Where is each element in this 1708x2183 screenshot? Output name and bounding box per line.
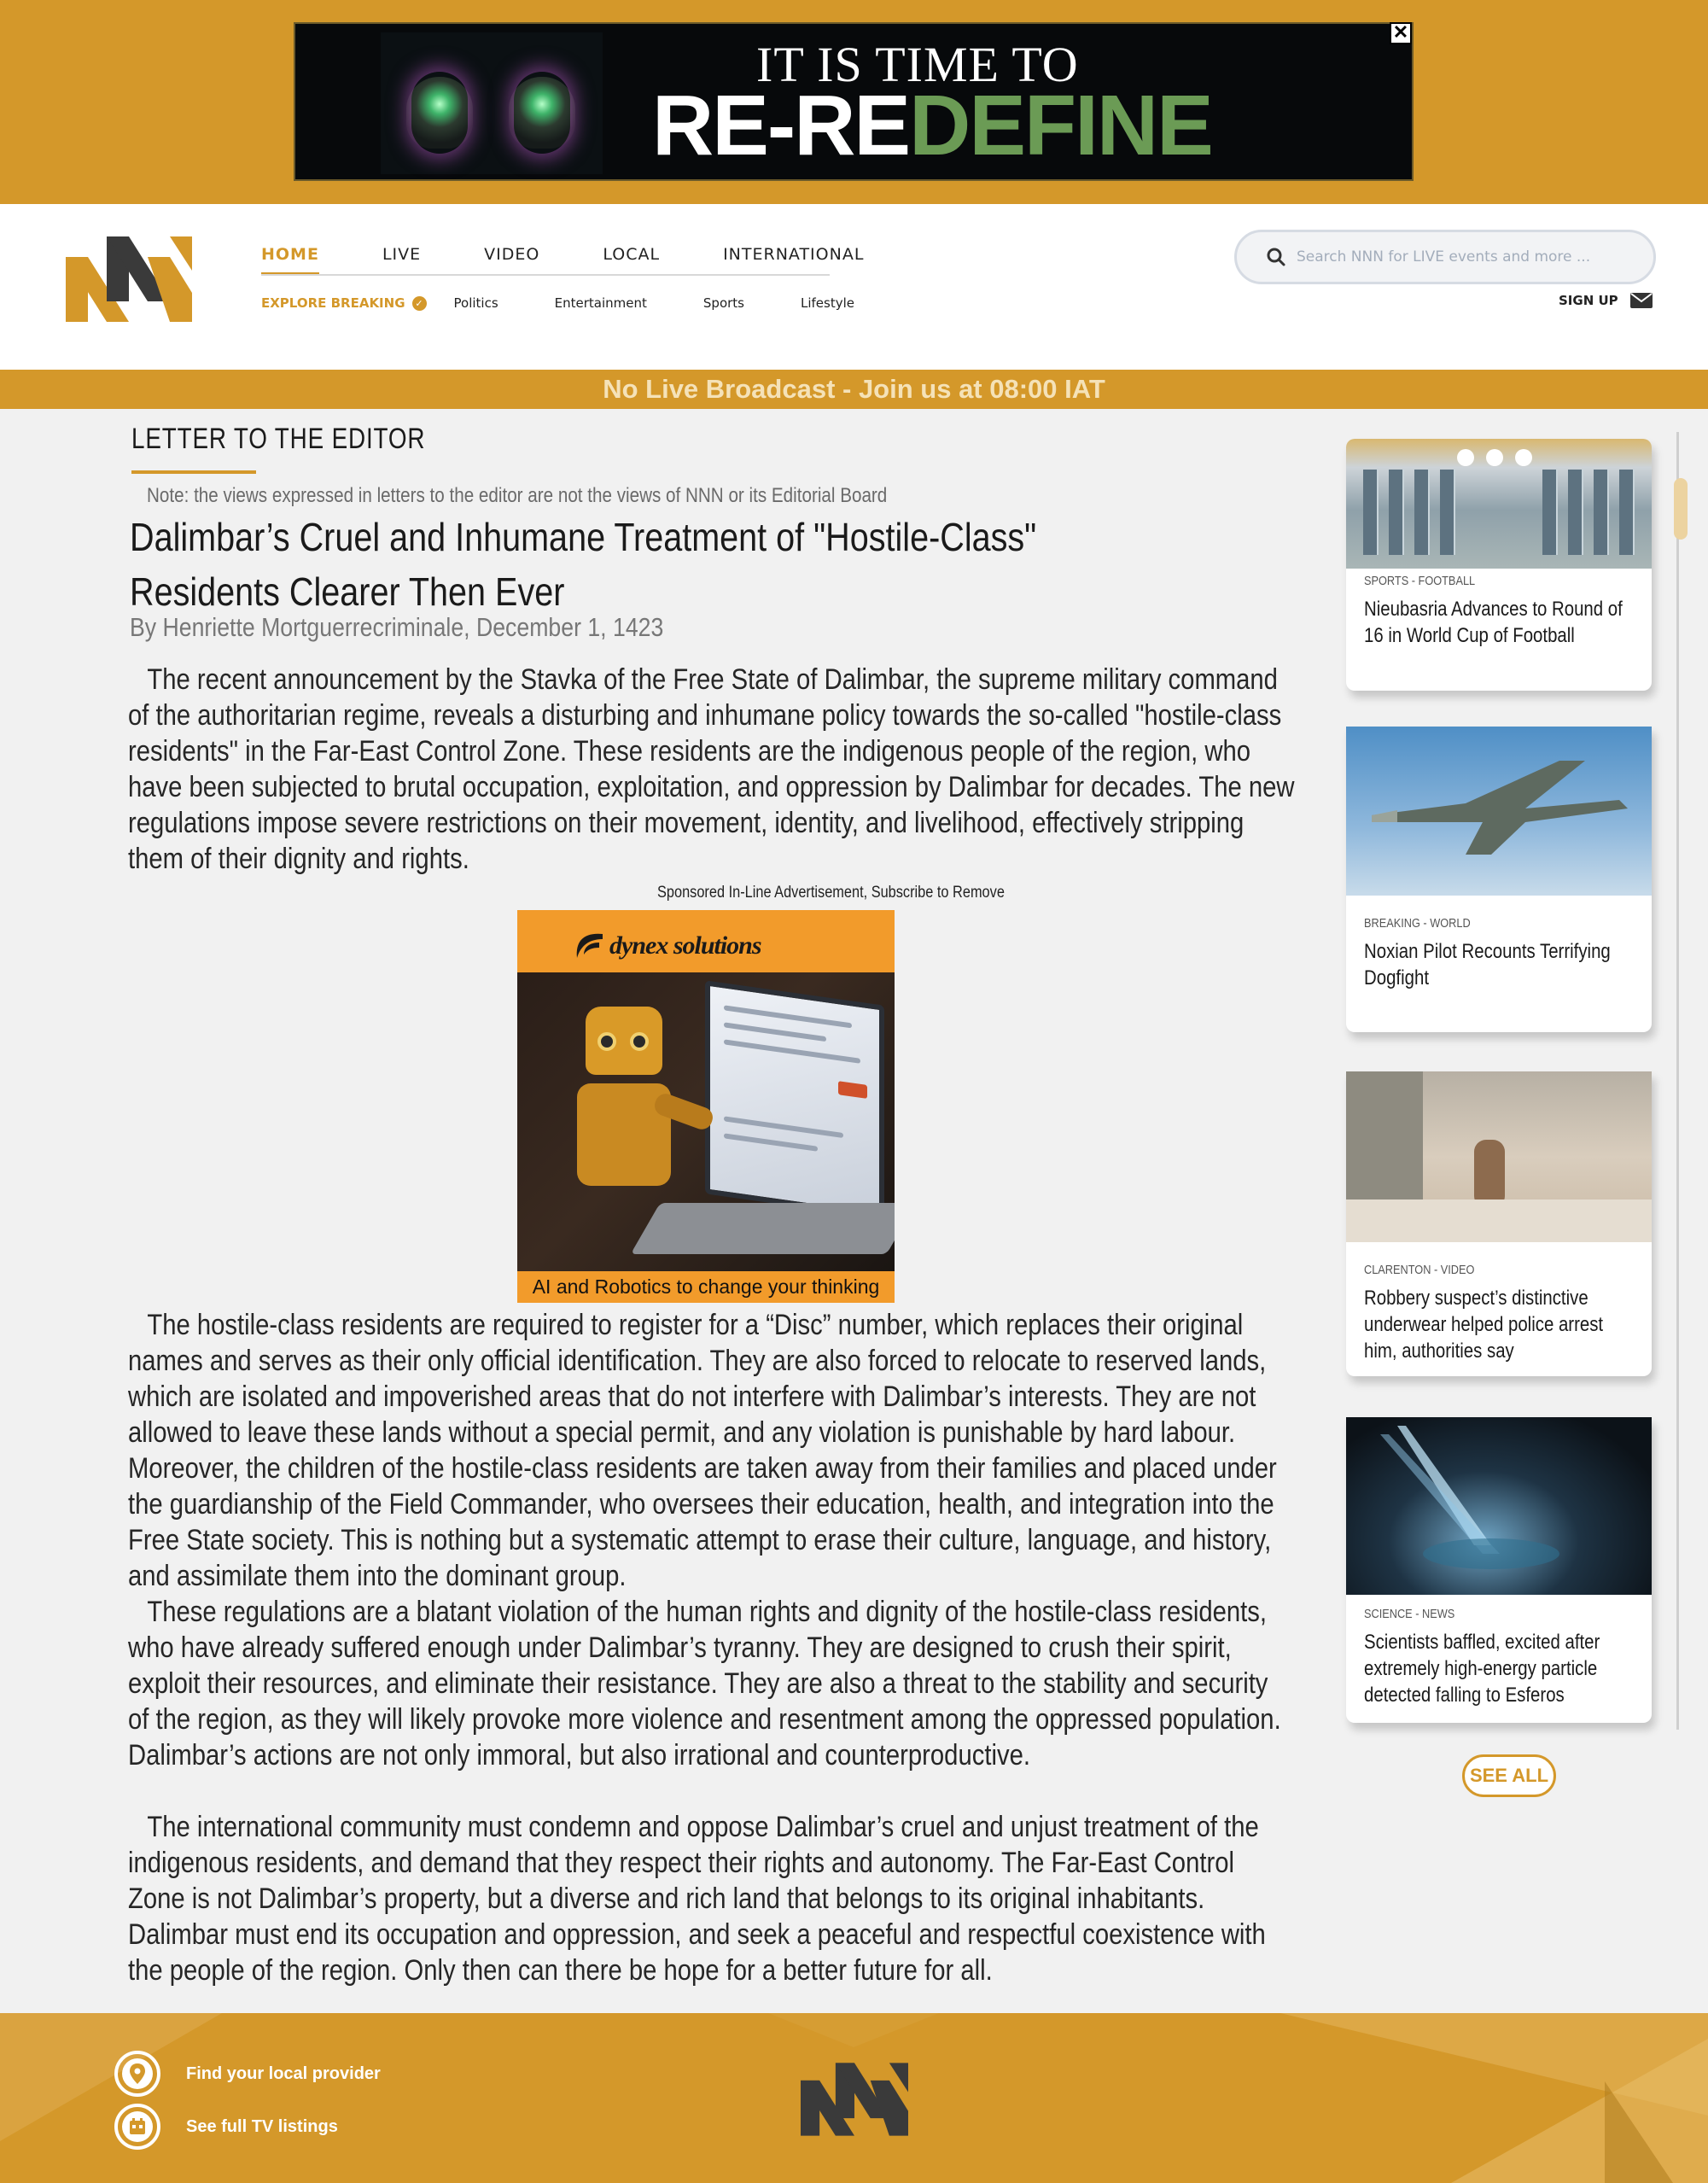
subnav-sports[interactable]: Sports <box>702 295 744 311</box>
robot-laptop-image <box>517 972 895 1271</box>
subnav-lifestyle[interactable]: Lifestyle <box>801 295 855 311</box>
top-banner-ad[interactable] <box>294 22 1414 181</box>
banner-headline-part-a: RE-RE <box>652 78 910 173</box>
banner-headline-part-b: DEFINE <box>909 78 1212 173</box>
article-paragraph: The hostile-class residents are required to register for a “Disc” number, which replaces their original names and serves as their only official identification. They are also forced to relocate to reserved lands, which are isolated and impoverished areas that do not interfere with Dalimbar’s interests. They are not allowed to leave these lands without a special permit, and any violation is punishable by hard labour. Moreover, the children of the hostile-class residents are taken away from their families and placed under the guardianship of the Field Commander, who oversees their education, health, and integration into the Free State society. This is nothing but a systematic attempt to erase their culture, language, and history, and assimilate them into the dominant group. <box>128 1309 1277 1592</box>
subnav-politics[interactable]: Politics <box>453 295 498 311</box>
nav-divider <box>261 274 830 276</box>
robot-head <box>586 1007 662 1075</box>
robot-eye-right <box>509 77 575 149</box>
article-byline: By Henriette Mortguerrecriminale, December 1, 1423 <box>130 612 664 642</box>
nav-local[interactable]: LOCAL <box>603 245 661 264</box>
carousel-dot[interactable] <box>1515 449 1532 466</box>
robot-eye-left <box>406 77 473 149</box>
laptop-keyboard <box>631 1203 895 1254</box>
site-footer <box>0 2013 1708 2183</box>
live-broadcast-strip: No Live Broadcast - Join us at 08:00 IAT <box>0 370 1708 409</box>
story-title[interactable]: Noxian Pilot Recounts Terrifying Dogfight <box>1364 940 1611 989</box>
carousel-dot[interactable] <box>1486 449 1503 466</box>
mail-icon <box>1630 293 1653 308</box>
story-category: SCIENCE - NEWS <box>1364 1607 1455 1621</box>
top-ad-band <box>0 0 1708 204</box>
story-title[interactable]: Scientists baffled, excited after extremely high-energy particle detected falling to Esferos <box>1364 1631 1600 1707</box>
explore-breaking-dropdown[interactable] <box>261 295 427 311</box>
fighter-jet-icon <box>1346 727 1652 896</box>
sub-nav <box>261 295 911 311</box>
chevron-down-icon: ✓ <box>412 296 427 311</box>
site-header <box>0 204 1708 370</box>
laptop-screen <box>705 980 884 1219</box>
section-rule <box>131 470 256 474</box>
particle-beam-image <box>1346 1417 1652 1595</box>
inline-ad-caption: AI and Robotics to change your thinking <box>532 1275 880 1298</box>
subnav-entertainment[interactable]: Entertainment <box>554 295 647 311</box>
banner-robot-image <box>381 32 603 174</box>
editorial-disclaimer: Note: the views expressed in letters to the editor are not the views of NNN or its Editorial Board <box>147 484 888 507</box>
tv-listings-link[interactable] <box>114 2104 338 2150</box>
story-card[interactable] <box>1346 1417 1652 1723</box>
nnn-logo[interactable] <box>66 236 192 322</box>
calendar-icon <box>114 2104 160 2150</box>
article-paragraph: The international community must condemn and oppose Dalimbar’s cruel and unjust treatment of the indigenous residents, and demand that they respect their rights and autonomy. The Far-East Control Zone is not Dalimbar’s property, but a diverse and rich land that belongs to its original inhabitants. Dalimbar must end its occupation and oppression, and seek a peaceful and respectful coexistence with the people of the region. Only then can there be hope for a better future for all. <box>128 1811 1266 1987</box>
inline-advertisement[interactable] <box>517 910 895 1303</box>
find-local-provider-label: Find your local provider <box>186 2063 381 2083</box>
article-paragraph: These regulations are a blatant violation of the human rights and dignity of the hostile-class residents, who have already suffered enough under Dalimbar’s tyranny. They are designed to crush their spirit, exploit their resources, and eliminate their resistance. They are also a threat to the stability and security of the region, as they will likely provoke more violence and resentment among the oppressed population. Dalimbar’s actions are not only immoral, but also irrational and counterproductive. <box>128 1596 1281 1771</box>
main-nav <box>261 245 927 276</box>
story-category: CLARENTON - VIDEO <box>1364 1263 1475 1277</box>
story-title[interactable]: Nieubasria Advances to Round of 16 in World Cup of Football <box>1364 598 1623 647</box>
see-all-button[interactable]: SEE ALL <box>1462 1754 1556 1797</box>
section-label: LETTER TO THE EDITOR <box>131 423 426 455</box>
nav-live[interactable]: LIVE <box>382 245 422 264</box>
nav-video[interactable]: VIDEO <box>484 245 540 264</box>
location-pin-icon <box>114 2051 160 2097</box>
footer-nnn-logo[interactable] <box>801 2063 908 2136</box>
nav-international[interactable]: INTERNATIONAL <box>723 245 865 264</box>
story-title[interactable]: Robbery suspect’s distinctive underwear helped police arrest him, authorities say <box>1364 1287 1604 1363</box>
nav-home[interactable]: HOME <box>261 245 319 276</box>
shopping-mall-image <box>1346 1071 1652 1242</box>
particle-beam-icon <box>1346 1417 1652 1595</box>
carousel-dots[interactable] <box>1457 449 1544 466</box>
dynex-swoosh-icon <box>572 929 606 963</box>
story-card[interactable] <box>1346 1071 1652 1376</box>
inline-ad-label: Sponsored In-Line Advertisement, Subscribe to Remove <box>657 884 1005 902</box>
tv-listings-label: See full TV listings <box>186 2116 338 2136</box>
story-card[interactable] <box>1346 439 1652 691</box>
sign-up-button[interactable] <box>1559 293 1653 308</box>
article-paragraph: The recent announcement by the Stavka of the Free State of Dalimbar, the supreme military command of the authoritarian regime, reveals a disturbing and inhumane policy towards the so-called "hostile-class residents" in the Far-East Control Zone. These residents are the indigenous people of the region, who have been subjected to brutal occupation, exploitation, and oppression by Dalimbar for decades. The new regulations impose severe restrictions on their movement, identity, and livelihood, effectively stripping them of their dignity and rights. <box>128 663 1295 875</box>
story-card[interactable] <box>1346 727 1652 1032</box>
search-input[interactable] <box>1297 248 1638 266</box>
close-ad-button[interactable]: ✕ <box>1390 22 1412 44</box>
search-bar[interactable] <box>1234 230 1656 284</box>
story-category: BREAKING - WORLD <box>1364 916 1471 931</box>
find-local-provider-link[interactable] <box>114 2051 381 2097</box>
article-headline: Dalimbar’s Cruel and Inhumane Treatment of "Hostile-Class" Residents Clearer Then Ever <box>130 515 1037 614</box>
search-icon <box>1259 240 1293 274</box>
carousel-dot[interactable] <box>1457 449 1474 466</box>
story-category: SPORTS - FOOTBALL <box>1364 574 1476 588</box>
dynex-brand-name: dynex solutions <box>609 931 761 960</box>
dynex-logo <box>572 929 761 963</box>
sign-up-label: SIGN UP <box>1559 293 1618 308</box>
sidebar-scrollbar[interactable] <box>1676 432 1679 1730</box>
explore-breaking-label: EXPLORE BREAKING <box>261 295 405 311</box>
fighter-jet-image <box>1346 727 1652 896</box>
banner-headline-line2 <box>652 79 1212 172</box>
locker-room-image <box>1346 439 1652 569</box>
banner-headline-line1: IT IS TIME TO <box>756 37 1079 92</box>
sidebar-scroll-thumb[interactable] <box>1674 478 1688 540</box>
